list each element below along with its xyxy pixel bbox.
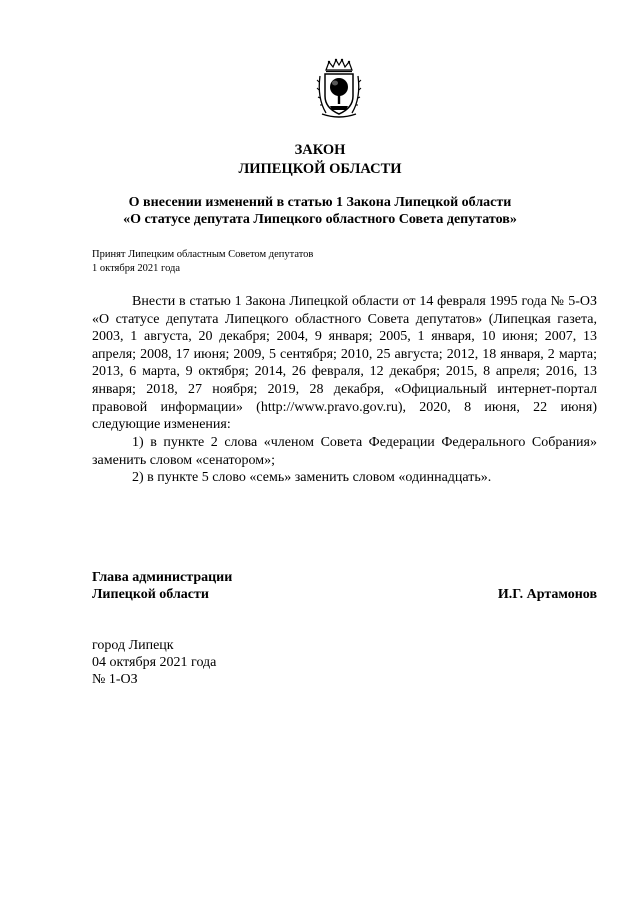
signatory-name: И.Г. Артамонов xyxy=(497,587,597,602)
signatory-position-line2: Липецкой области xyxy=(92,587,209,602)
law-number: № 1-ОЗ xyxy=(92,672,138,687)
signatory-position-line1: Глава администрации xyxy=(92,570,233,585)
law-subject-line1: О внесении изменений в статью 1 Закона Липецкой области xyxy=(128,195,512,210)
signing-date: 04 октября 2021 года xyxy=(92,655,217,670)
coat-of-arms-icon xyxy=(316,58,362,120)
adopted-by: Принят Липецким областным Советом депутатов xyxy=(92,249,314,260)
law-title: ЗАКОН xyxy=(294,142,346,158)
city: город Липецк xyxy=(92,638,174,653)
amendment-item-1: 1) в пункте 2 слова «членом Совета Федерации Федерального Собрания» заменить словом «сенатором»; xyxy=(92,435,597,468)
main-paragraph: Внести в статью 1 Закона Липецкой области от 14 февраля 1995 года № 5-ОЗ «О статусе депутата Липецкого областного Совета депутатов» (Липецкая газета, 2003, 1 августа, 20 декабря; 2004, 9 января; 2005, 1 января, 10 июня; 2007, 13 апреля; 2008, 17 июня; 2009, 5 сентября; 2010, 25 августа; 2012, 18 января, 2 марта; 2013, 6 марта, 9 октября; 2014, 26 февраля, 12 декабря; 2015, 8 апреля; 2016, 13 января; 2018, 27 ноября; 2019, 28 декабря, «Официальный интернет-портал правовой информации» (http://www.pravo.gov.ru), 2020, 8 июня, 22 июня) следующие изменения: xyxy=(92,294,597,433)
law-subject-line2: «О статусе депутата Липецкого областного Совета депутатов» xyxy=(123,212,517,227)
law-region: ЛИПЕЦКОЙ ОБЛАСТИ xyxy=(238,161,402,177)
adopted-date: 1 октября 2021 года xyxy=(92,263,181,274)
amendment-item-2: 2) в пункте 5 слово «семь» заменить словом «одиннадцать». xyxy=(132,470,492,485)
